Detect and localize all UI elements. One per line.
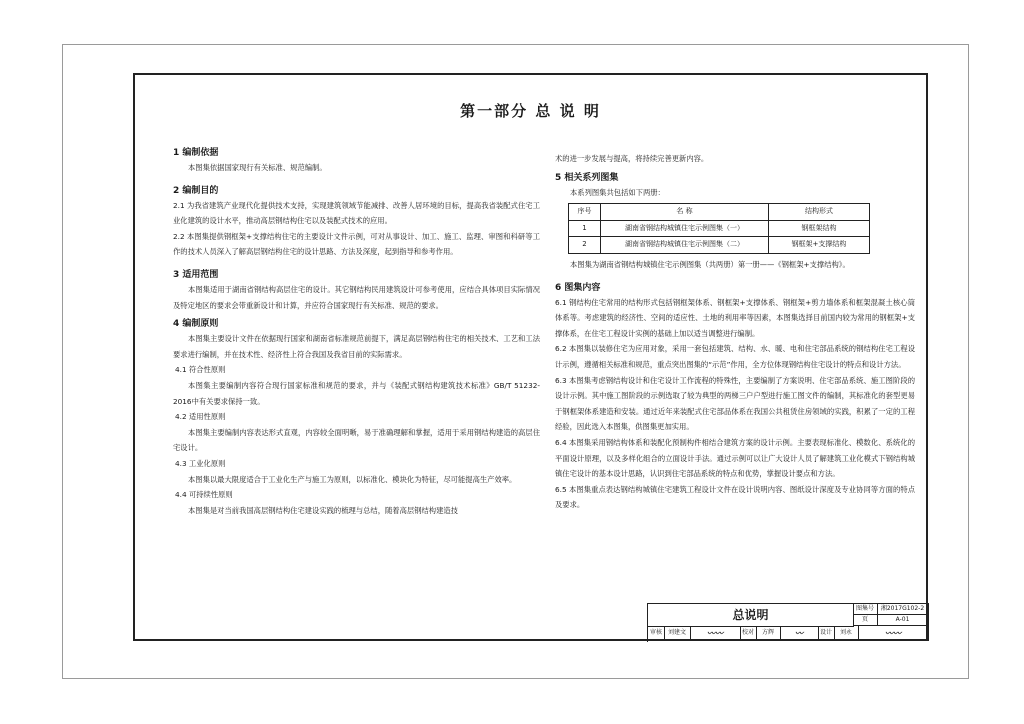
section-6-4-text: 6.4 本图集采用钢结构体系和装配化预制构件相结合建筑方案的设计示例。主要表现标准化、模数化、系统化的平面设计原理，以及多样化组合的立面设计手法。通过示例可以让广大设计人员了解建筑工业化模式下钢结构城镇住宅设计的基本设计思路，认识到住宅部品系统的特点和优势，掌握设计要点和方法。 (555, 437, 915, 479)
section-2-heading: 2 编制目的 (173, 185, 219, 196)
section-3-text: 本图集适用于湖南省钢结构高层住宅的设计。其它钢结构民用建筑设计可参考使用，应结合具体项目实际情况及特定地区的要求会带重新设计和计算，并应符合国家现行有关标准、规范的要求。 (173, 284, 540, 310)
table-cell: 钢框架结构 (769, 220, 870, 237)
designer-name: 刘永 (834, 626, 859, 640)
table-cell: 湖南省钢结构城镇住宅示例图集（一） (601, 220, 769, 237)
right-column (555, 151, 915, 513)
section-3-heading: 3 适用范围 (173, 269, 219, 280)
section-4-heading: 4 编制原则 (173, 319, 219, 330)
section-6-3-text: 6.3 本图集考虑钢结构设计和住宅设计工作流程的特殊性，主要编制了方案说明、住宅部品系统、施工图阶段的设计示例。其中施工图阶段的示例选取了较为典型的两梯三户户型进行施工图文件的编制，其标准化的套型更易于钢框架体系建造和安装。通过近年来装配式住宅部品体系在我国公共租赁住房领域的实践，积累了一定的工程经验，因此选入本图集，供图集更加实用。 (555, 375, 915, 432)
section-4-4-continued: 术的进一步发展与提高，将持续完善更新内容。 (555, 154, 709, 163)
review-label: 审核 (648, 626, 665, 640)
section-5-heading: 5 相关系列图集 (555, 172, 619, 183)
section-6-heading: 6 图集内容 (555, 282, 601, 293)
checker-signature: 〰 (780, 626, 819, 640)
table-row (569, 237, 870, 254)
table-row (569, 220, 870, 237)
page-number: A-01 (877, 615, 929, 626)
table-header-cell: 名 称 (601, 204, 769, 221)
section-6-5-text: 6.5 本图集重点表达钢结构城镇住宅建筑工程设计文件在设计说明内容、图纸设计深度及专业协同等方面的特点及要求。 (555, 484, 915, 510)
section-6-1-text: 6.1 钢结构住宅常用的结构形式包括钢框架体系、钢框架+支撑体系、钢框架+剪力墙体系和框架混凝土核心筒体系等。考虑建筑的经济性、空间的适应性、土地的利用率等因素，本图集选择目前国内较为常用的钢框架+支撑体系，在住宅工程设计实例的基础上加以适当调整进行编制。 (555, 297, 915, 338)
table-header-row (569, 204, 870, 221)
section-4-4-title: 4.4 可持续性原则 (175, 490, 233, 500)
section-4-2-title: 4.2 适用性原则 (175, 412, 226, 422)
section-6-2-text: 6.2 本图集以装修住宅为应用对象，采用一套包括建筑、结构、水、暖、电和住宅部品系统的钢结构住宅工程设计示例，遵循相关标准和规范，重点突出图集的“示范”作用，全方位体现钢结构住宅设计的特点和设计方法。 (555, 344, 915, 369)
checker-name: 方辉 (756, 626, 781, 640)
design-label: 设计 (818, 626, 835, 640)
section-4-4-text: 本图集是对当前我国高层钢结构住宅建设实践的梳理与总结，随着高层钢结构建造技 (188, 505, 458, 515)
title-block (647, 603, 929, 642)
table-header-cell: 结构形式 (769, 204, 870, 221)
section-4-3-text: 本图集以最大限度适合于工业化生产与施工为原则，以标准化、模块化为特征，尽可能提高生产效率。 (188, 474, 517, 484)
section-1-text: 本图集依据国家现行有关标准、规范编制。 (188, 163, 327, 172)
section-4-3-title: 4.3 工业化原则 (175, 458, 226, 468)
reviewer-name: 刘建文 (664, 626, 691, 640)
section-4-1-text: 本图集主要编制内容符合现行国家标准和规范的要求，并与《装配式钢结构建筑技术标准》GB/T 51232-2016中有关要求保持一致。 (173, 380, 540, 406)
page-label: 页 (853, 615, 878, 626)
section-4-1-title: 4.1 符合性原则 (175, 365, 226, 375)
table-cell: 湖南省钢结构城镇住宅示例图集（二） (601, 237, 769, 254)
left-column (173, 146, 540, 518)
atlas-number: 湘2017G102-2 (877, 604, 929, 615)
table-cell: 2 (569, 237, 601, 254)
section-4-2-text: 本图集主要编制内容表达形式直观，内容较全面明晰，易于准确理解和掌握，适用于采用钢结构建造的高层住宅设计。 (173, 427, 540, 453)
section-2-2-text: 2.2 本图集提供钢框架+支撑结构住宅的主要设计文件示例，可对从事设计、加工、施工、监理、审图和科研等工作的技术人员深入了解高层钢结构住宅的设计思路、方法及深度，起到指导和参考作用。 (173, 231, 540, 257)
table-cell: 1 (569, 220, 601, 237)
reviewer-signature: 〰〰 (690, 626, 741, 640)
table-cell: 钢框架+支撑结构 (769, 237, 870, 254)
section-5-note: 本图集为湖南省钢结构城镇住宅示例图集（共两册）第一册——《钢框架+支撑结构》。 (570, 259, 850, 269)
series-table (568, 203, 870, 254)
section-5-intro: 本系列图集共包括如下两册： (570, 187, 665, 197)
section-4-text: 本图集主要设计文件在依据现行国家和湖南省标准规范前提下，满足高层钢结构住宅的相关技术、工艺和工法要求进行编制，并在技术性、经济性上符合我国及我省目前的实际需求。 (173, 334, 540, 359)
atlas-number-label: 图集号 (853, 604, 878, 615)
designer-signature: 〰〰 (858, 626, 929, 640)
section-2-1-text: 2.1 为我省建筑产业现代化提供技术支持，实现建筑领域节能减排、改善人居环境的目标，提高我省装配式住宅工业化建筑的设计水平，推动高层钢结构住宅以及装配式技术的应用。 (173, 200, 540, 226)
signature-row (648, 626, 929, 641)
page-title: 第一部分 总 说 明 (460, 102, 601, 120)
table-header-cell: 序号 (569, 204, 601, 221)
check-label: 校对 (740, 626, 757, 640)
title-block-name: 总说明 (648, 604, 854, 627)
section-1-heading: 1 编制依据 (173, 148, 219, 158)
